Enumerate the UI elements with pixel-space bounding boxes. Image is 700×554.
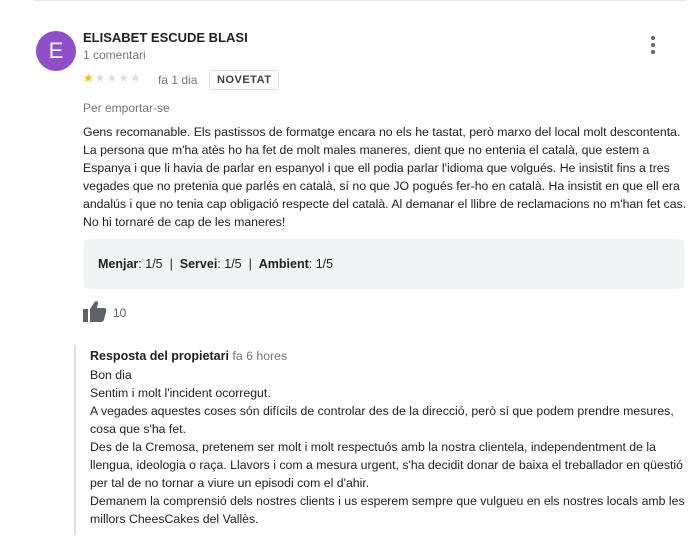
owner-reply xyxy=(74,345,688,535)
reply-line: Bon dia xyxy=(90,368,132,382)
review-text: Gens recomanable. Els pastissos de formatge encara no els he tastat, però marxo del local molt descontenta. La persona que m'ha atès ho ha fet de molt males maneres, dient que no entenia el català, que estem a Espanya i que li havia de parlar en espanyol i que ell podia parlar l'idioma que volgués. He insistit fins a tres vegades que no pretenia que parlés en català, sí no que JO pogués fer-ho en català. Ha insistit en que ell era andalús i que no tenia cap obligació respecte del català. Al demanar el llibre de reclamacions no m'han fet cas. No hi tornaré de cap de les maneres! xyxy=(83,125,687,229)
more-dot xyxy=(651,36,655,40)
ambience-label: Ambient xyxy=(258,257,309,271)
star-icon: ★ xyxy=(83,71,95,85)
food-label: Menjar xyxy=(98,257,139,271)
reply-line: Sentim i molt l'incident ocorregut. xyxy=(90,386,271,400)
separator: | xyxy=(162,257,180,271)
thumb-up-svg xyxy=(83,300,107,322)
service-type-label: Per emportar-se xyxy=(83,101,170,115)
reply-line: Des de la Cremosa, pretenem ser molt i molt respectuós amb la nostra clientela, independentment de la llengua, ideologia o raça. Llavors i com a mesura urgent, s'ha decidit donar de baixa el treballador en qüestió per tal de no tornar a viure un episodi com el d'ahir. xyxy=(90,440,683,490)
top-divider xyxy=(34,0,686,1)
new-badge: NOVETAT xyxy=(209,70,279,90)
owner-reply-header xyxy=(90,349,287,363)
more-dot xyxy=(651,43,655,47)
owner-reply-title: Resposta del propietari xyxy=(90,349,229,363)
ambience-value: : 1/5 xyxy=(308,257,334,271)
avatar[interactable]: E xyxy=(36,31,76,71)
thumb-up-icon[interactable] xyxy=(83,300,107,322)
owner-reply-time: fa 6 hores xyxy=(232,349,288,363)
service-label: Servei xyxy=(179,257,218,271)
food-value: : 1/5 xyxy=(138,257,163,271)
reply-line: Demanem la comprensió dels nostres clients i us esperem sempre que vulgueu en els nostres locals amb les millors CheesCakes del Vallès. xyxy=(90,494,685,526)
subratings-box xyxy=(83,239,685,289)
like-count: 10 xyxy=(113,306,127,320)
reviewer-comment-count: 1 comentari xyxy=(83,48,146,62)
star-rating xyxy=(83,71,142,85)
review-time: fa 1 dia xyxy=(158,73,198,87)
reviewer-name[interactable]: ELISABET ESCUDE BLASI xyxy=(83,30,248,45)
separator: | xyxy=(241,257,259,271)
more-dot xyxy=(651,50,655,54)
more-vert-icon[interactable] xyxy=(642,36,664,58)
owner-reply-text xyxy=(90,366,690,528)
reply-line: A vegades aquestes coses són difícils de controlar des de la direcció, però sí que podem prendre mesures, cosa que s'ha fet. xyxy=(90,404,674,436)
star-icon: ★★★★ xyxy=(94,71,142,85)
service-value: : 1/5 xyxy=(217,257,242,271)
